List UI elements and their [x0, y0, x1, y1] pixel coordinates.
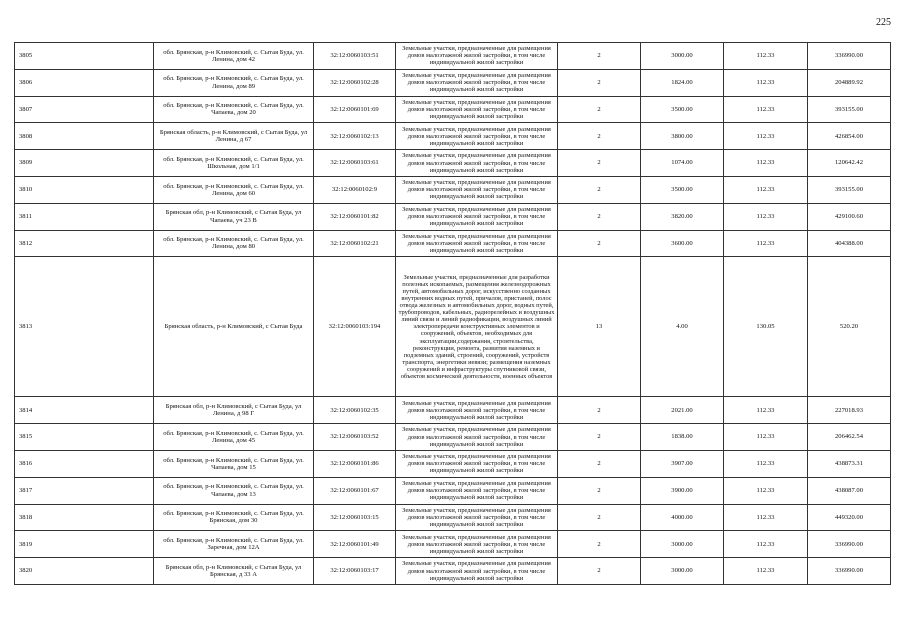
value-cell: 520.20	[808, 257, 891, 397]
tariff-cell: 112.33	[724, 424, 808, 451]
cadastral-number-cell: 32:12:0060101:86	[314, 450, 396, 477]
tariff-cell: 112.33	[724, 43, 808, 70]
table-row	[15, 531, 891, 558]
category-code-cell: 2	[558, 424, 641, 451]
area-cell: 1838.00	[641, 424, 724, 451]
tariff-cell: 112.33	[724, 123, 808, 150]
area-cell: 3800.00	[641, 123, 724, 150]
table-row	[15, 123, 891, 150]
cadastral-number-cell: 32:12:0060101:69	[314, 96, 396, 123]
land-plots-table	[14, 42, 891, 585]
cadastral-number-cell: 32:12:0060103:15	[314, 504, 396, 531]
area-cell: 4000.00	[641, 504, 724, 531]
table-row	[15, 150, 891, 177]
tariff-cell: 112.33	[724, 69, 808, 96]
value-cell: 449320.00	[808, 504, 891, 531]
table-body	[15, 43, 891, 585]
row-number-cell: 3818	[15, 504, 154, 531]
permitted-use-cell: Земельные участки, предназначенные для размещения домов малоэтажной жилой застройки, в том числе индивидуальной жилой застройки	[396, 424, 558, 451]
address-cell: Брянская обл, р-н Климовский, с Сытая Буда, ул Брянская, д 33 А	[154, 558, 314, 585]
tariff-cell: 112.33	[724, 531, 808, 558]
cadastral-number-cell: 32:12:0060103:52	[314, 424, 396, 451]
table-row	[15, 203, 891, 230]
cadastral-number-cell: 32:12:0060102:21	[314, 230, 396, 257]
permitted-use-cell: Земельные участки, предназначенные для размещения домов малоэтажной жилой застройки, в том числе индивидуальной жилой застройки	[396, 531, 558, 558]
row-number-cell: 3812	[15, 230, 154, 257]
category-code-cell: 2	[558, 450, 641, 477]
table-row	[15, 558, 891, 585]
address-cell: обл. Брянская, р-н Климовский, с. Сытая Буда, ул. Чапаева, дом 15	[154, 450, 314, 477]
row-number-cell: 3814	[15, 397, 154, 424]
value-cell: 426854.00	[808, 123, 891, 150]
row-number-cell: 3815	[15, 424, 154, 451]
table-row	[15, 176, 891, 203]
value-cell: 429100.60	[808, 203, 891, 230]
cadastral-number-cell: 32:12:0060103:61	[314, 150, 396, 177]
area-cell: 3600.00	[641, 230, 724, 257]
permitted-use-cell: Земельные участки, предназначенные для размещения домов малоэтажной жилой застройки, в том числе индивидуальной жилой застройки	[396, 176, 558, 203]
permitted-use-cell: Земельные участки, предназначенные для размещения домов малоэтажной жилой застройки, в том числе индивидуальной жилой застройки	[396, 150, 558, 177]
row-number-cell: 3819	[15, 531, 154, 558]
value-cell: 336990.00	[808, 531, 891, 558]
table-row	[15, 504, 891, 531]
row-number-cell: 3811	[15, 203, 154, 230]
address-cell: обл. Брянская, р-н Климовский, с. Сытая Буда, ул. Чапаева, дом 20	[154, 96, 314, 123]
tariff-cell: 112.33	[724, 176, 808, 203]
address-cell: обл. Брянская, р-н Климовский, с. Сытая Буда, ул. Ленина, дом 45	[154, 424, 314, 451]
tariff-cell: 112.33	[724, 203, 808, 230]
table-row	[15, 450, 891, 477]
address-cell: обл. Брянская, р-н Климовский, с. Сытая Буда, ул. Заречная, дом 12А	[154, 531, 314, 558]
cadastral-number-cell: 32:12:0060101:49	[314, 531, 396, 558]
permitted-use-cell: Земельные участки, предназначенные для размещения домов малоэтажной жилой застройки, в том числе индивидуальной жилой застройки	[396, 558, 558, 585]
cadastral-number-cell: 32:12:0060103:194	[314, 257, 396, 397]
address-cell: Брянская обл, р-н Климовский, с Сытая Буда, ул Чапаева, уч 23 В	[154, 203, 314, 230]
area-cell: 3820.00	[641, 203, 724, 230]
area-cell: 2021.00	[641, 397, 724, 424]
category-code-cell: 2	[558, 43, 641, 70]
value-cell: 204889.92	[808, 69, 891, 96]
table-row	[15, 96, 891, 123]
row-number-cell: 3816	[15, 450, 154, 477]
address-cell: обл. Брянская, р-н Климовский, с. Сытая Буда, ул. Ленина, дом 60	[154, 176, 314, 203]
permitted-use-cell: Земельные участки, предназначенные для размещения домов малоэтажной жилой застройки, в том числе индивидуальной жилой застройки	[396, 43, 558, 70]
area-cell: 3000.00	[641, 531, 724, 558]
area-cell: 3000.00	[641, 558, 724, 585]
permitted-use-cell: Земельные участки, предназначенные для размещения домов малоэтажной жилой застройки, в том числе индивидуальной жилой застройки	[396, 450, 558, 477]
permitted-use-cell: Земельные участки, предназначенные для размещения домов малоэтажной жилой застройки, в том числе индивидуальной жилой застройки	[396, 96, 558, 123]
cadastral-number-cell: 32:12:0060103:51	[314, 43, 396, 70]
address-cell: Брянская область, р-н Климовский, с Сытая Буда, ул Ленина, д 67	[154, 123, 314, 150]
table-row	[15, 477, 891, 504]
category-code-cell: 2	[558, 504, 641, 531]
table-row	[15, 230, 891, 257]
cadastral-number-cell: 32:12:0060103:17	[314, 558, 396, 585]
value-cell: 336990.00	[808, 43, 891, 70]
table-row	[15, 424, 891, 451]
area-cell: 3500.00	[641, 96, 724, 123]
category-code-cell: 2	[558, 96, 641, 123]
area-cell: 3500.00	[641, 176, 724, 203]
cadastral-number-cell: 32:12:0060102:13	[314, 123, 396, 150]
row-number-cell: 3808	[15, 123, 154, 150]
area-cell: 4.00	[641, 257, 724, 397]
category-code-cell: 2	[558, 477, 641, 504]
tariff-cell: 112.33	[724, 230, 808, 257]
address-cell: Брянская обл, р-н Климовский, с Сытая Буда, ул Ленина, д 98 Г	[154, 397, 314, 424]
row-number-cell: 3810	[15, 176, 154, 203]
permitted-use-cell: Земельные участки, предназначенные для размещения домов малоэтажной жилой застройки, в том числе индивидуальной жилой застройки	[396, 504, 558, 531]
value-cell: 206462.54	[808, 424, 891, 451]
permitted-use-cell: Земельные участки, предназначенные для разработки полезных ископаемых, размещения железнодорожных путей, автомобильных дорог, искусственно созданных внутренних водных путей, причалов, пристаней, полос отвода железных и автомобильных дорог, водных путей, трубопроводов, кабельных, радиорелейных и воздушных линий связи и линий радиофикации, воздушных линий электропередачи конструктивных элементов и сооружений, объектов, необходимых для эксплуатации,содержания, строительства, реконструкции, ремонта, развития наземных и подземных зданий, строений, сооружений, устройств транспорта, энергетики иевязи; размещения наземных сооружений и инфраструктуры спутниковой связи, объектов космической деятельности, военных объектов	[396, 257, 558, 397]
category-code-cell: 2	[558, 176, 641, 203]
page-number: 225	[876, 17, 891, 28]
row-number-cell: 3820	[15, 558, 154, 585]
category-code-cell: 2	[558, 69, 641, 96]
cadastral-number-cell: 32:12:0060101:82	[314, 203, 396, 230]
row-number-cell: 3805	[15, 43, 154, 70]
cadastral-number-cell: 32:12:0060101:67	[314, 477, 396, 504]
category-code-cell: 2	[558, 397, 641, 424]
cadastral-number-cell: 32:12:0060102:35	[314, 397, 396, 424]
tariff-cell: 112.33	[724, 558, 808, 585]
row-number-cell: 3813	[15, 257, 154, 397]
permitted-use-cell: Земельные участки, предназначенные для размещения домов малоэтажной жилой застройки, в том числе индивидуальной жилой застройки	[396, 230, 558, 257]
table-row	[15, 69, 891, 96]
address-cell: обл. Брянская, р-н Климовский, с. Сытая Буда, ул. Брянская, дом 30	[154, 504, 314, 531]
category-code-cell: 2	[558, 230, 641, 257]
tariff-cell: 112.33	[724, 96, 808, 123]
value-cell: 227018.93	[808, 397, 891, 424]
tariff-cell: 112.33	[724, 504, 808, 531]
address-cell: обл. Брянская, р-н Климовский, с. Сытая Буда, ул. Ленина, дом 80	[154, 230, 314, 257]
permitted-use-cell: Земельные участки, предназначенные для размещения домов малоэтажной жилой застройки, в том числе индивидуальной жилой застройки	[396, 397, 558, 424]
value-cell: 336990.00	[808, 558, 891, 585]
area-cell: 3900.00	[641, 477, 724, 504]
table-row	[15, 257, 891, 397]
area-cell: 1824.00	[641, 69, 724, 96]
area-cell: 3907.00	[641, 450, 724, 477]
address-cell: обл. Брянская, р-н Климовский, с. Сытая Буда, ул. Чапаева, дом 13	[154, 477, 314, 504]
category-code-cell: 2	[558, 123, 641, 150]
value-cell: 120642.42	[808, 150, 891, 177]
address-cell: обл. Брянская, р-н Климовский, с. Сытая Буда, ул. Школьная, дом 1/1	[154, 150, 314, 177]
tariff-cell: 112.33	[724, 477, 808, 504]
value-cell: 404388.00	[808, 230, 891, 257]
category-code-cell: 2	[558, 558, 641, 585]
table-row	[15, 397, 891, 424]
category-code-cell: 2	[558, 203, 641, 230]
value-cell: 438087.00	[808, 477, 891, 504]
permitted-use-cell: Земельные участки, предназначенные для размещения домов малоэтажной жилой застройки, в том числе индивидуальной жилой застройки	[396, 69, 558, 96]
tariff-cell: 112.33	[724, 397, 808, 424]
permitted-use-cell: Земельные участки, предназначенные для размещения домов малоэтажной жилой застройки, в том числе индивидуальной жилой застройки	[396, 477, 558, 504]
row-number-cell: 3806	[15, 69, 154, 96]
category-code-cell: 2	[558, 531, 641, 558]
permitted-use-cell: Земельные участки, предназначенные для размещения домов малоэтажной жилой застройки, в том числе индивидуальной жилой застройки	[396, 123, 558, 150]
area-cell: 3000.00	[641, 43, 724, 70]
category-code-cell: 13	[558, 257, 641, 397]
table-row	[15, 43, 891, 70]
address-cell: обл. Брянская, р-н Климовский, с. Сытая Буда, ул. Ленина, дом 42	[154, 43, 314, 70]
category-code-cell: 2	[558, 150, 641, 177]
tariff-cell: 130.05	[724, 257, 808, 397]
permitted-use-cell: Земельные участки, предназначенные для размещения домов малоэтажной жилой застройки, в том числе индивидуальной жилой застройки	[396, 203, 558, 230]
address-cell: Брянская область, р-н Климовский, с Сытая Буда	[154, 257, 314, 397]
row-number-cell: 3817	[15, 477, 154, 504]
value-cell: 438873.31	[808, 450, 891, 477]
address-cell: обл. Брянская, р-н Климовский, с. Сытая Буда, ул. Ленина, дом 89	[154, 69, 314, 96]
area-cell: 1074.00	[641, 150, 724, 177]
cadastral-number-cell: 32:12:0060102:28	[314, 69, 396, 96]
row-number-cell: 3807	[15, 96, 154, 123]
cadastral-number-cell: 32:12:0060102:9	[314, 176, 396, 203]
row-number-cell: 3809	[15, 150, 154, 177]
value-cell: 393155.00	[808, 176, 891, 203]
tariff-cell: 112.33	[724, 150, 808, 177]
tariff-cell: 112.33	[724, 450, 808, 477]
value-cell: 393155.00	[808, 96, 891, 123]
